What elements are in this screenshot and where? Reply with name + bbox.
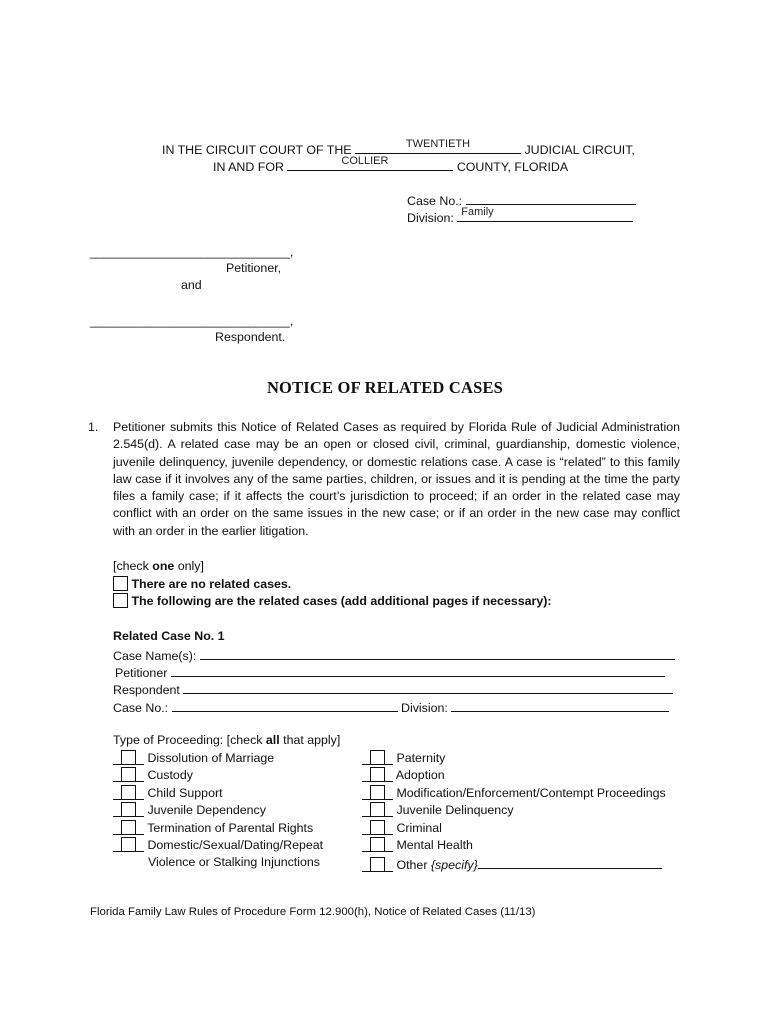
- proc-left-0-label: Dissolution of Marriage: [147, 751, 275, 765]
- proc-left-2: [113, 785, 223, 801]
- case-names-label: Case Name(s):: [113, 649, 197, 663]
- proc-right-4-label: Criminal: [396, 821, 442, 835]
- header-line1-prefix: IN THE CIRCUIT COURT OF THE: [162, 143, 352, 157]
- proc-right-5: [362, 837, 473, 853]
- proc-right-2-label: Modification/Enforcement/Contempt Proceedings: [396, 786, 666, 800]
- proc-right-5-label: Mental Health: [396, 838, 473, 852]
- check-one-bold: one: [152, 559, 175, 573]
- dissolution-checkbox[interactable]: [121, 750, 136, 765]
- check-one-instruction: [113, 559, 204, 574]
- proc-left-5-label: Domestic/Sexual/Dating/Repeat: [147, 838, 324, 852]
- proceeding-label: [113, 733, 340, 748]
- criminal-checkbox[interactable]: [370, 820, 385, 835]
- proc-right-1: [362, 767, 445, 783]
- case-no-label: Case No.:: [407, 194, 463, 208]
- child-support-checkbox[interactable]: [121, 785, 136, 800]
- related-division-field[interactable]: [451, 698, 669, 712]
- county-value: COLLIER: [341, 155, 389, 167]
- proc-left-3-label: Juvenile Dependency: [147, 803, 266, 817]
- related-case-heading: [113, 629, 225, 644]
- proc-right-3: [362, 802, 514, 818]
- petitioner-name-blank[interactable]: _____________________________,: [90, 245, 294, 259]
- modification-checkbox[interactable]: [370, 785, 385, 800]
- following-checkbox[interactable]: [113, 593, 128, 608]
- other-label: Other: [396, 858, 431, 872]
- adoption-checkbox[interactable]: [370, 767, 385, 782]
- division-row: [407, 208, 633, 226]
- county-field[interactable]: [287, 157, 453, 171]
- proc-left-5: [113, 837, 323, 853]
- case-names-field[interactable]: [200, 646, 675, 660]
- header-line2-suffix: COUNTY, FLORIDA: [456, 160, 569, 174]
- other-specify-field[interactable]: [478, 855, 662, 869]
- division-field[interactable]: [457, 208, 633, 222]
- circuit-field[interactable]: [355, 140, 521, 154]
- related-case-no-field[interactable]: [172, 698, 398, 712]
- related-respondent-field[interactable]: [183, 680, 673, 694]
- related-respondent-row: [113, 680, 673, 698]
- petitioner-label: Petitioner,: [226, 261, 282, 275]
- proc-right-1-label: Adoption: [395, 768, 445, 782]
- proc-left-continuation: Violence or Stalking Injunctions: [148, 855, 320, 869]
- proc-right-other: [362, 855, 662, 873]
- related-respondent-label: Respondent: [113, 683, 180, 697]
- check-one-prefix: [check: [113, 559, 153, 573]
- proc-left-4: [113, 820, 313, 836]
- related-case-no-row: [113, 698, 669, 716]
- circuit-value: TWENTIETH: [405, 138, 471, 150]
- related-petitioner-label: Petitioner: [115, 666, 168, 680]
- proceeding-label-suffix: that apply]: [279, 733, 341, 747]
- proc-left-0: [113, 750, 274, 766]
- section-paragraph: Petitioner submits this Notice of Related Cases as required by Florida Rule of Judicial Administration 2.545(d). A related case may be an open or closed civil, criminal, guardianship, domestic violence, juvenile delinquency, juvenile dependency, or domestic relations case. A case is “related” to this family law case if it involves any of the same parties, children, or issues and it is pending at the time the party files a family case; if it affects the court’s jurisdiction to proceed; if an order in the related case may conflict with an order on the same issues in the new case; or if an order in the new case may conflict with an order in the earlier litigation.: [113, 420, 680, 538]
- header-line1-suffix: JUDICIAL CIRCUIT,: [524, 143, 635, 157]
- proc-right-4: [362, 820, 442, 836]
- injunctions-checkbox[interactable]: [121, 837, 136, 852]
- respondent-name-blank[interactable]: _____________________________,: [90, 314, 294, 328]
- proc-left-4-label: Termination of Parental Rights: [147, 821, 314, 835]
- document-title: NOTICE OF RELATED CASES: [266, 378, 504, 397]
- proceeding-label-prefix: Type of Proceeding: [check: [113, 733, 266, 747]
- proc-right-0: [362, 750, 445, 766]
- division-label: Division:: [407, 211, 454, 225]
- other-checkbox[interactable]: [370, 857, 385, 872]
- and-label: and: [181, 278, 202, 292]
- proc-left-3: [113, 802, 266, 818]
- mental-health-checkbox[interactable]: [370, 837, 385, 852]
- option-no-related-label: There are no related cases.: [131, 577, 292, 591]
- respondent-label: Respondent.: [215, 330, 286, 344]
- related-petitioner-row: [115, 663, 665, 681]
- option-following-label: The following are the related cases (add additional pages if necessary):: [131, 594, 552, 608]
- juvenile-delinquency-checkbox[interactable]: [370, 802, 385, 817]
- form-footer: Florida Family Law Rules of Procedure Form 12.900(h), Notice of Related Cases (11/13): [90, 906, 536, 918]
- no-related-checkbox[interactable]: [113, 576, 128, 591]
- proc-left-2-label: Child Support: [147, 786, 223, 800]
- proc-right-0-label: Paternity: [396, 751, 446, 765]
- other-specify: {specify}: [430, 858, 478, 872]
- proc-left-1-label: Custody: [147, 768, 193, 782]
- section-number: 1.: [88, 420, 99, 434]
- related-petitioner-field[interactable]: [171, 663, 665, 677]
- case-names-row: [113, 646, 675, 664]
- court-header-line2: [213, 157, 568, 175]
- proceeding-label-bold: all: [265, 733, 280, 747]
- option-following: [113, 593, 551, 609]
- termination-checkbox[interactable]: [121, 820, 136, 835]
- related-division-label: Division:: [401, 701, 448, 715]
- proc-left-1: [113, 767, 193, 783]
- paternity-checkbox[interactable]: [370, 750, 385, 765]
- proc-right-3-label: Juvenile Delinquency: [396, 803, 514, 817]
- case-no-field[interactable]: [466, 191, 636, 205]
- related-case-no-label: Case No.:: [113, 701, 169, 715]
- custody-checkbox[interactable]: [121, 767, 136, 782]
- division-value: Family: [461, 206, 494, 218]
- check-one-suffix: only]: [174, 559, 204, 573]
- header-line2-prefix: IN AND FOR: [213, 160, 284, 174]
- juvenile-dependency-checkbox[interactable]: [121, 802, 136, 817]
- proc-right-2: [362, 785, 666, 801]
- option-no-related: [113, 576, 291, 592]
- related-case-heading-text: Related Case No. 1: [113, 629, 225, 643]
